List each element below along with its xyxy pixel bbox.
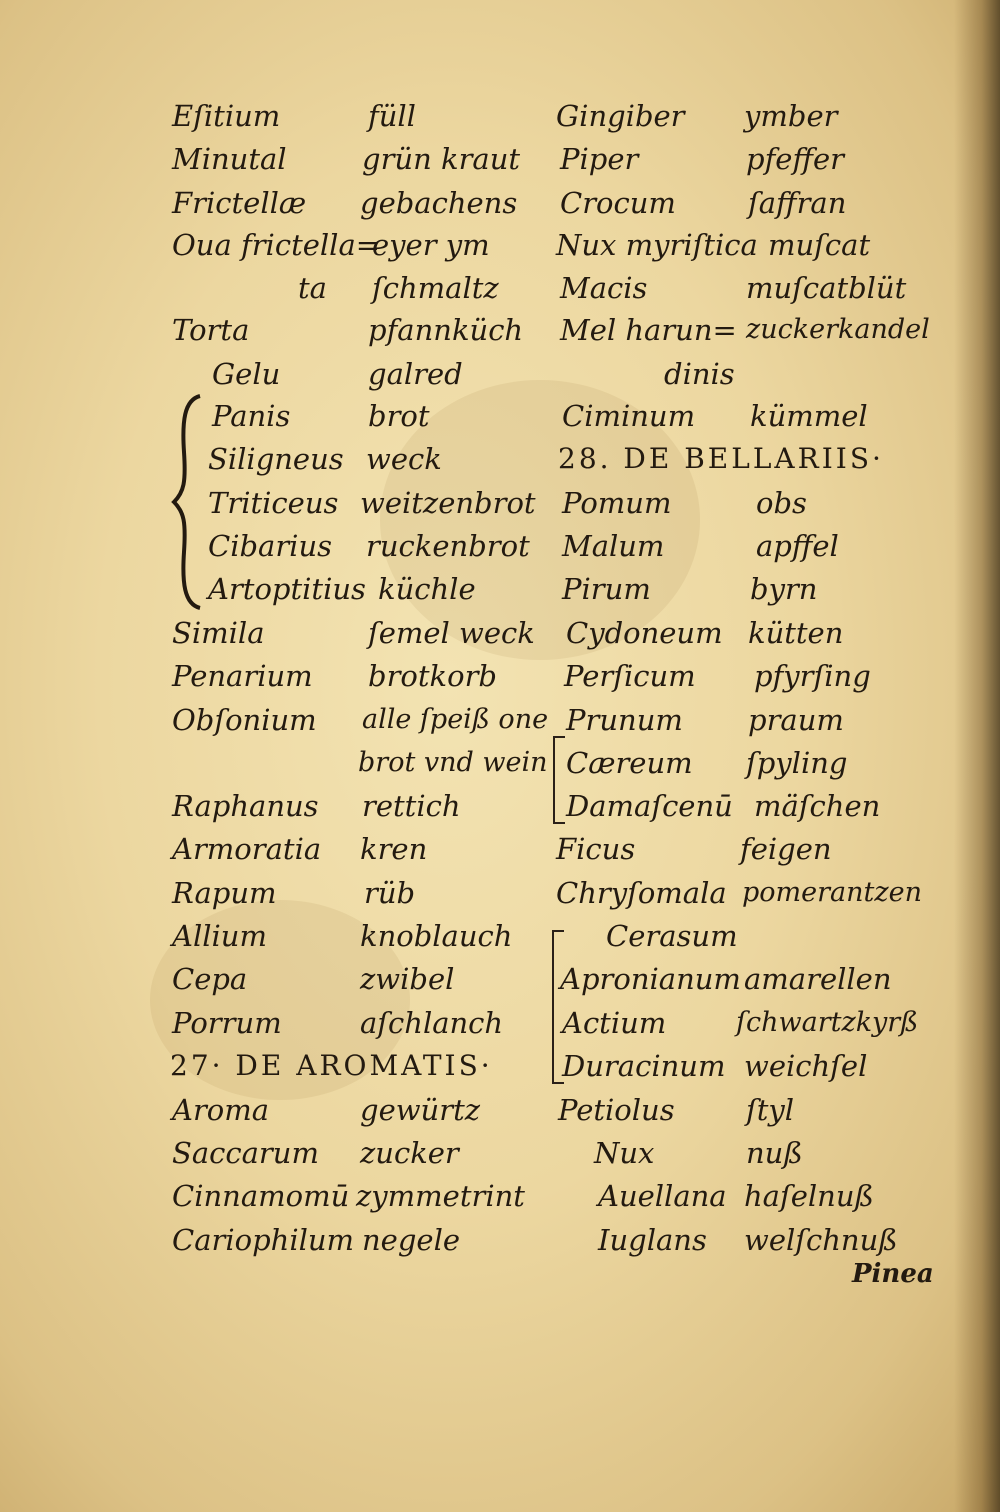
german-term: ſchmaltz	[372, 271, 499, 305]
latin-term: Apronianum	[560, 962, 741, 996]
latin-term: Malum	[562, 529, 665, 563]
latin-term: Nux	[594, 1136, 655, 1170]
latin-term: Porrum	[172, 1006, 282, 1040]
latin-term: Frictellæ	[172, 186, 307, 220]
section-heading: 28. DE BELLARIIS·	[558, 442, 884, 475]
german-term: ruckenbrot	[366, 529, 530, 563]
german-term: ſaffran	[748, 186, 847, 220]
latin-term: Artoptitius	[208, 572, 366, 606]
latin-term: Iuglans	[598, 1223, 707, 1257]
latin-term: Macis	[560, 271, 648, 305]
latin-term: Petiolus	[558, 1093, 675, 1127]
latin-term: Cinnamomū	[172, 1179, 350, 1213]
german-term: zymmetrint	[356, 1179, 525, 1213]
german-term: gewürtz	[360, 1093, 481, 1127]
german-term: brot	[368, 399, 430, 433]
latin-term: Penarium	[172, 659, 313, 693]
latin-term: Allium	[172, 919, 267, 953]
latin-term: Raphanus	[172, 789, 319, 823]
german-term: ſchwartzkyrß	[736, 1007, 919, 1038]
latin-term: Cæreum	[566, 746, 693, 780]
german-term: alle ſpeiß one	[362, 704, 549, 735]
german-term: knoblauch	[360, 919, 513, 953]
german-term: gebachens	[360, 186, 518, 220]
german-term: ſemel weck	[368, 616, 535, 650]
german-term: pfeffer	[746, 142, 845, 176]
latin-term: Nux myriſtica	[556, 228, 758, 262]
latin-term: Minutal	[172, 142, 287, 176]
german-term: kren	[360, 832, 428, 866]
latin-term: Prunum	[566, 703, 683, 737]
german-term: füll	[368, 99, 416, 133]
latin-term: Ficus	[556, 832, 636, 866]
german-term: welſchnuß	[744, 1223, 898, 1257]
latin-term: Triticeus	[208, 486, 339, 520]
latin-term: Perſicum	[564, 659, 696, 693]
german-term: küchle	[378, 572, 476, 606]
latin-term: Obſonium	[172, 703, 317, 737]
german-term: rüb	[364, 876, 416, 910]
german-term: muſcat	[768, 228, 871, 262]
curly-brace-icon	[170, 392, 204, 612]
german-term: aſchlanch	[360, 1006, 504, 1040]
german-term: obs	[756, 486, 807, 520]
german-term: brot vnd wein	[358, 747, 548, 778]
latin-term: Armoratia	[172, 832, 322, 866]
german-term: praum	[748, 703, 844, 737]
latin-term: Gelu	[212, 357, 281, 391]
latin-term: Cepa	[172, 962, 248, 996]
bracket-line	[553, 736, 565, 824]
german-term: kümmel	[750, 399, 868, 433]
latin-term: Oua frictella=	[172, 228, 381, 262]
latin-term: Damaſcenū	[566, 789, 733, 823]
german-term: negele	[362, 1223, 461, 1257]
german-term: rettich	[362, 789, 461, 823]
german-term: feigen	[740, 832, 832, 866]
latin-term: Eſitium	[172, 99, 281, 133]
latin-term: ta	[298, 271, 327, 305]
german-term: pfannküch	[368, 313, 524, 347]
latin-term: Pirum	[562, 572, 651, 606]
german-term: byrn	[750, 572, 818, 606]
german-term: pfyrſing	[754, 659, 871, 693]
page-edge-shadow	[954, 0, 1000, 1512]
german-term: amarellen	[744, 962, 892, 996]
latin-term: Panis	[212, 399, 291, 433]
latin-term: Duracinum	[562, 1049, 726, 1083]
german-term: pomerantzen	[742, 877, 922, 908]
latin-term: Chryſomala	[556, 876, 727, 910]
german-term: galred	[368, 357, 463, 391]
latin-term: Rapum	[172, 876, 277, 910]
latin-term: Mel harun=	[560, 313, 737, 347]
german-term: weck	[366, 442, 442, 476]
german-term: weitzenbrot	[360, 486, 536, 520]
latin-term: Gingiber	[556, 99, 685, 133]
latin-term: Actium	[562, 1006, 667, 1040]
latin-term: Piper	[560, 142, 639, 176]
latin-term: dinis	[664, 357, 735, 391]
latin-term: Saccarum	[172, 1136, 319, 1170]
latin-term: Crocum	[560, 186, 676, 220]
latin-term: Cydoneum	[566, 616, 723, 650]
german-term: haſelnuß	[744, 1179, 874, 1213]
latin-term: Pomum	[562, 486, 672, 520]
german-term: zuckerkandel	[746, 314, 930, 345]
german-term: ſpyling	[746, 746, 848, 780]
german-term: eyer ym	[372, 228, 490, 262]
german-term: ymber	[744, 99, 838, 133]
german-term: nuß	[746, 1136, 803, 1170]
german-term: weichſel	[744, 1049, 868, 1083]
latin-term: Simila	[172, 616, 265, 650]
german-term: muſcatblüt	[746, 271, 907, 305]
latin-term: Ciminum	[562, 399, 696, 433]
german-term: brotkorb	[368, 659, 497, 693]
latin-term: Cerasum	[606, 919, 738, 953]
latin-term: Aroma	[172, 1093, 270, 1127]
german-term: mäſchen	[754, 789, 881, 823]
latin-term: Siligneus	[208, 442, 344, 476]
latin-term: Torta	[172, 313, 250, 347]
catchword: Pinea	[852, 1259, 934, 1289]
latin-term: Auellana	[598, 1179, 727, 1213]
german-term: zucker	[360, 1136, 459, 1170]
german-term: ſtyl	[746, 1093, 795, 1127]
german-term: kütten	[748, 616, 844, 650]
latin-term: Cibarius	[208, 529, 333, 563]
section-heading: 27· DE AROMATIS·	[170, 1049, 493, 1082]
german-term: apffel	[756, 529, 839, 563]
latin-term: Cariophilum	[172, 1223, 355, 1257]
german-term: grün kraut	[362, 142, 521, 176]
german-term: zwibel	[360, 962, 455, 996]
